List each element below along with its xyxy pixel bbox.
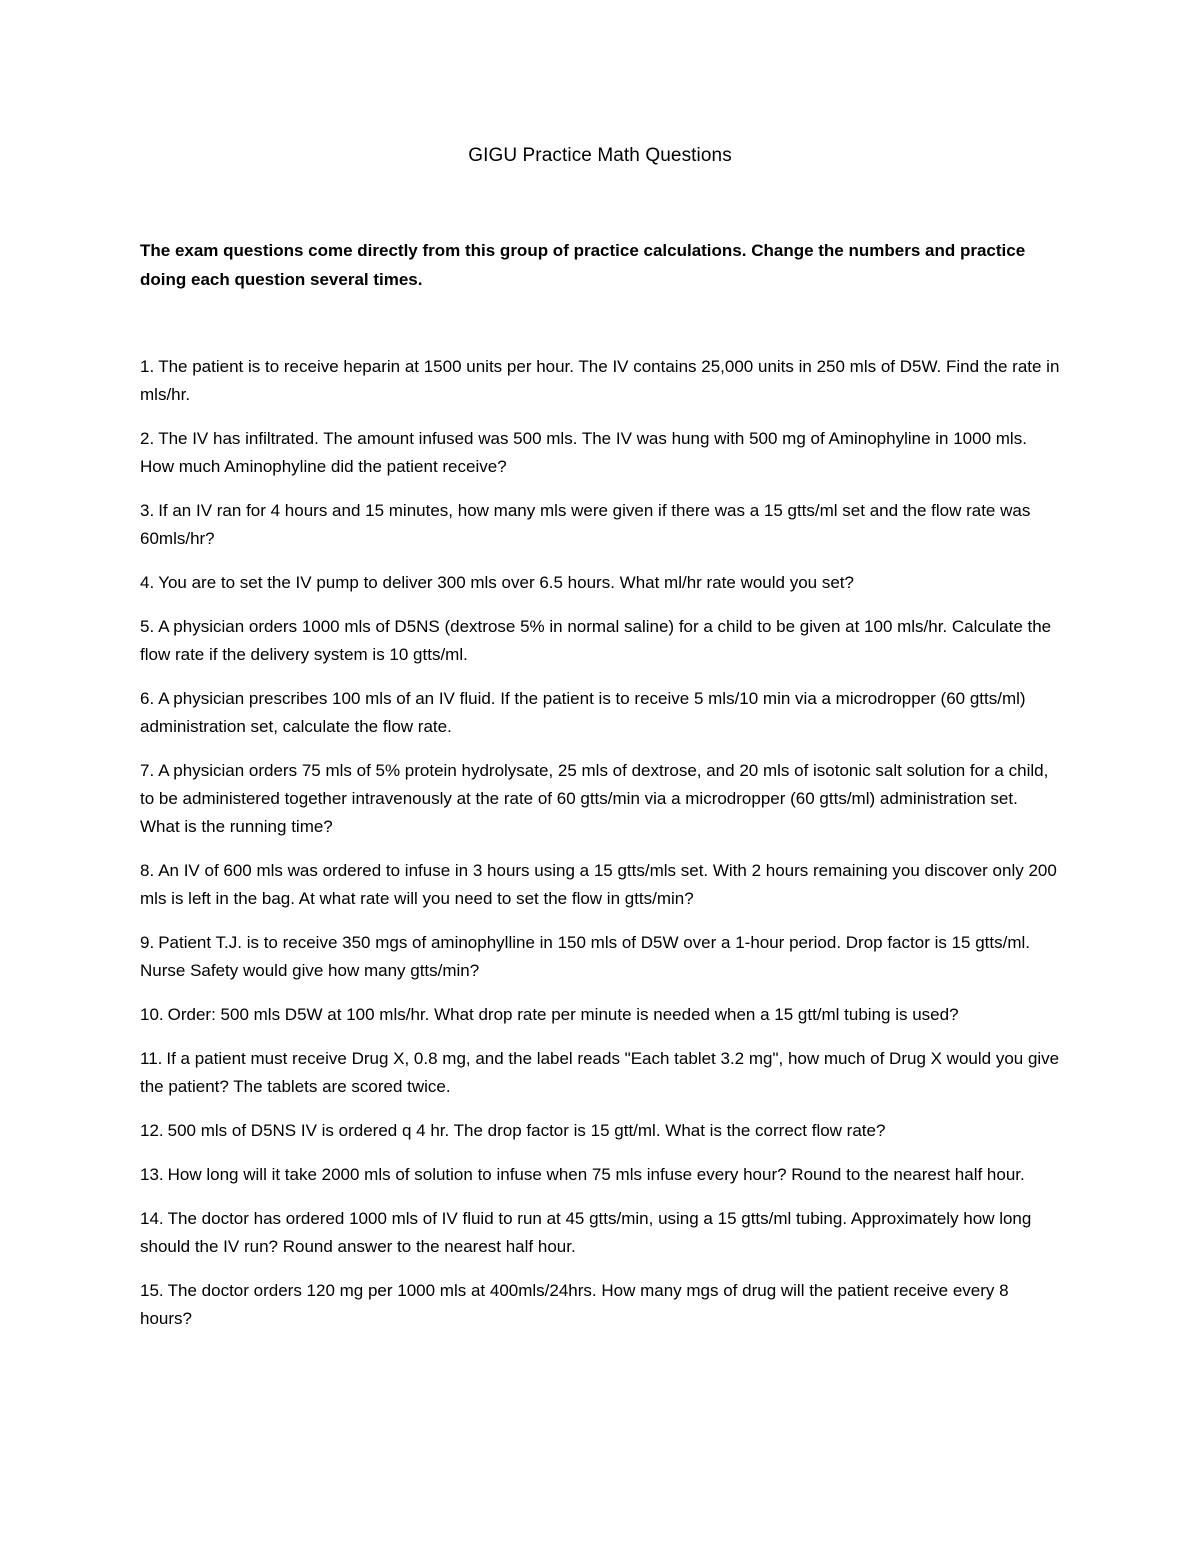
question-text: A physician orders 1000 mls of D5NS (dextrose 5% in normal saline) for a child to be given at 100 mls/hr. Calculate the flow rate if the delivery system is 10 gtts/ml.: [140, 617, 1052, 664]
question-item: [140, 1117, 1060, 1145]
question-number: 1.: [140, 357, 155, 376]
question-text: The patient is to receive heparin at 1500 units per hour. The IV contains 25,000 units in 250 mls of D5W. Find the rate in mls/hr.: [140, 357, 1060, 404]
question-text: An IV of 600 mls was ordered to infuse in 3 hours using a 15 gtts/mls set. With 2 hours remaining you discover only 200 mls is left in the bag. At what rate will you need to set the flow in gtts/min?: [140, 861, 1057, 908]
question-number: 14.: [140, 1209, 164, 1228]
question-text: Patient T.J. is to receive 350 mgs of aminophylline in 150 mls of D5W over a 1-hour period. Drop factor is 15 gtts/ml. Nurse Safety would give how many gtts/min?: [140, 933, 1030, 980]
question-number: 6.: [140, 689, 155, 708]
question-number: 8.: [140, 861, 155, 880]
question-item: [140, 1161, 1060, 1189]
question-number: 7.: [140, 761, 155, 780]
question-text: If a patient must receive Drug X, 0.8 mg, and the label reads "Each tablet 3.2 mg", how much of Drug X would you give the patient? The tablets are scored twice.: [140, 1049, 1060, 1096]
question-number: 2.: [140, 429, 155, 448]
question-item: [140, 685, 1060, 741]
question-item: [140, 613, 1060, 669]
question-number: 4.: [140, 573, 155, 592]
question-list: [140, 353, 1060, 1349]
page-title: GIGU Practice Math Questions: [468, 145, 732, 166]
question-text: The IV has infiltrated. The amount infused was 500 mls. The IV was hung with 500 mg of Aminophyline in 1000 mls. How much Aminophyline did the patient receive?: [140, 429, 1027, 476]
question-number: 5.: [140, 617, 155, 636]
question-item: [140, 497, 1060, 553]
question-item: [140, 757, 1060, 841]
question-number: 15.: [140, 1281, 164, 1300]
question-text: How long will it take 2000 mls of solution to infuse when 75 mls infuse every hour? Round to the nearest half hour.: [167, 1165, 1025, 1184]
question-number: 12.: [140, 1121, 164, 1140]
question-text: You are to set the IV pump to deliver 300 mls over 6.5 hours. What ml/hr rate would you set?: [158, 573, 854, 592]
question-item: [140, 929, 1060, 985]
intro-paragraph: The exam questions come directly from this group of practice calculations. Change the numbers and practice doing each question several times.: [140, 241, 1026, 289]
question-item: [140, 1205, 1060, 1261]
question-number: 11.: [140, 1049, 163, 1068]
question-text: The doctor has ordered 1000 mls of IV fluid to run at 45 gtts/min, using a 15 gtts/ml tubing. Approximately how long should the IV run? Round answer to the nearest half hour.: [140, 1209, 1032, 1256]
question-item: [140, 857, 1060, 913]
question-text: 500 mls of D5NS IV is ordered q 4 hr. The drop factor is 15 gtt/ml. What is the correct flow rate?: [167, 1121, 886, 1140]
question-number: 3.: [140, 501, 155, 520]
question-item: [140, 1277, 1060, 1333]
question-text: A physician prescribes 100 mls of an IV fluid. If the patient is to receive 5 mls/10 min via a microdropper (60 gtts/ml) administration set, calculate the flow rate.: [140, 689, 1026, 736]
question-text: The doctor orders 120 mg per 1000 mls at 400mls/24hrs. How many mgs of drug will the patient receive every 8 hours?: [140, 1281, 1009, 1328]
question-text: Order: 500 mls D5W at 100 mls/hr. What drop rate per minute is needed when a 15 gtt/ml tubing is used?: [167, 1005, 959, 1024]
question-item: [140, 1045, 1060, 1101]
question-item: [140, 569, 1060, 597]
question-text: If an IV ran for 4 hours and 15 minutes, how many mls were given if there was a 15 gtts/ml set and the flow rate was 60mls/hr?: [140, 501, 1031, 548]
question-number: 13.: [140, 1165, 164, 1184]
question-item: [140, 353, 1060, 409]
question-number: 10.: [140, 1005, 164, 1024]
question-number: 9.: [140, 933, 155, 952]
question-text: A physician orders 75 mls of 5% protein hydrolysate, 25 mls of dextrose, and 20 mls of isotonic salt solution for a child, to be administered together intravenously at the rate of 60 gtts/min via a microdropper (60 gtts/ml) administration set. What is the running time?: [140, 761, 1049, 836]
question-item: [140, 425, 1060, 481]
question-item: [140, 1001, 1060, 1029]
